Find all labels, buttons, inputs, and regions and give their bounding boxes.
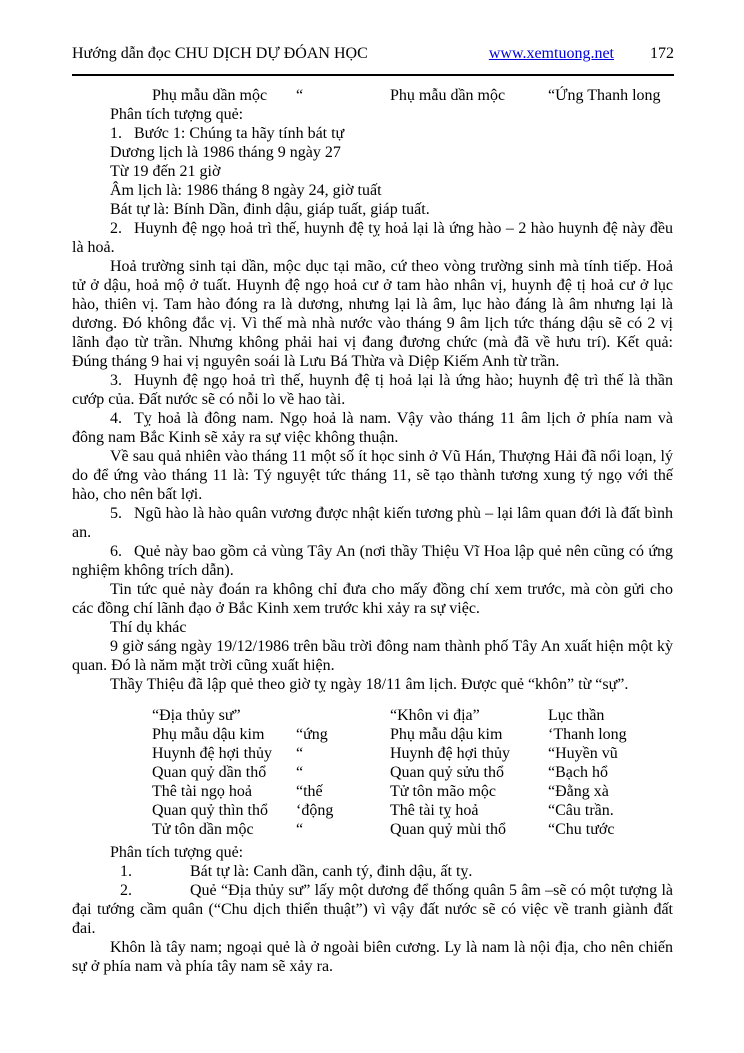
hexagram-cell: “Bạch hổ	[548, 764, 608, 781]
paragraph: Dương lịch là 1986 tháng 9 ngày 27	[110, 144, 341, 161]
hexagram-cell: Phụ mẫu dần mộc	[152, 87, 268, 104]
hexagram-cell: “Câu trần.	[548, 802, 614, 819]
hexagram-table-row	[72, 782, 673, 801]
paragraph: 9 giờ sáng ngày 19/12/1986 trên bầu trời đông nam thành phố Tây An xuất hiện một kỳ quan. Đó là năm mặt trời cũng xuất hiện.	[72, 638, 673, 674]
hexagram-cell: “Đằng xà	[548, 783, 609, 800]
item-text: Huynh đệ ngọ hoả trì thế, huynh đệ tỵ hoả lại là ứng hào – 2 hào huynh đệ này đều là hoả.	[72, 220, 673, 256]
paragraph: Hoả trường sinh tại dần, mộc dục tại mão, cứ theo vòng trường sinh mà tính tiếp. Hoả tử ở dậu, hoả mộ ở tuất. Huynh đệ ngọ hoả cư ở tam hào nhân vị, huynh đệ tị hoả cư ở lục hào, thiên vị. Tam hào đóng ra là dương, nhưng lại là âm, lục hào đáng là âm nhưng lại là dương. Đó không đắc vị. Vì thế mà nhà nước vào tháng 9 âm lịch tức tháng dậu sẽ có 2 vị lãnh đạo từ trần. Nhưng không phải hai vị đang đương chức (mà đã về hưu trí). Kết quả: Đúng tháng 9 hai vị nguyên soái là Lưu Bá Thừa và Diệp Kiếm Anh từ trần.	[72, 258, 673, 370]
numbered-item	[72, 409, 673, 447]
hexagram-name-cell: “Khôn vi địa”	[390, 707, 480, 724]
item-text: Quẻ này bao gồm cả vùng Tây An (nơi thầy Thiệu Vĩ Hoa lập quẻ nên cũng có ứng nghiệm không trích dẫn).	[72, 543, 673, 579]
header-title: Hướng dẫn đọc CHU DỊCH DỰ ĐÓAN HỌC	[72, 45, 368, 62]
hexagram-cell: Quan quỷ sửu thổ	[390, 764, 504, 781]
page-header	[72, 44, 674, 63]
paragraph: Âm lịch là: 1986 tháng 8 ngày 24, giờ tuất	[110, 182, 382, 199]
hexagram-cell: Phụ mẫu dần mộc	[390, 87, 506, 104]
hexagram-cell: “	[296, 821, 304, 838]
luc-than-header-cell: Lục thần	[548, 707, 605, 724]
item-number: 2.	[110, 220, 122, 237]
item-number: 3.	[110, 372, 122, 389]
item-number: 5.	[110, 505, 122, 522]
hexagram-cell: “	[296, 764, 304, 781]
item-text: Huynh đệ ngọ hoả trì thế, huynh đệ tị hoả lại là ứng hào; huynh đệ trì thế là thần cướp của. Đất nước sẽ có nỗi lo về hao tài.	[72, 372, 673, 408]
hexagram-cell: Quan quỷ mùi thổ	[390, 821, 506, 838]
page-content	[72, 86, 673, 976]
hexagram-cell: Phụ mẫu dậu kim	[390, 726, 503, 743]
hexagram-cell: Thê tài ngọ hoả	[152, 783, 252, 800]
hexagram-cell: Phụ mẫu dậu kim	[152, 726, 265, 743]
numbered-item	[72, 371, 673, 409]
item-text: Bát tự là: Canh dần, canh tý, đinh dậu, ất tỵ.	[190, 863, 473, 880]
hexagram-table-row	[72, 801, 673, 820]
paragraph: Tin tức quẻ này đoán ra không chỉ đưa cho mấy đồng chí xem trước, mà còn gửi cho các đồng chí lãnh đạo ở Bắc Kinh xem trước khi xảy ra sự việc.	[72, 581, 673, 617]
hexagram-cell: “	[296, 87, 304, 104]
header-divider	[72, 74, 674, 76]
page-number: 172	[650, 45, 674, 62]
hexagram-cell: Tử tôn mão mộc	[390, 783, 496, 800]
hexagram-cell: Thê tài tỵ hoả	[390, 802, 479, 819]
hexagram-name-cell: “Địa thủy sư”	[152, 707, 241, 724]
item-number: 2.	[120, 882, 132, 899]
numbered-item	[72, 542, 673, 580]
numbered-item	[72, 881, 673, 938]
item-text: Tỵ hoả là đông nam. Ngọ hoả là nam. Vậy vào tháng 11 âm lịch ở phía nam và đông nam Bắc Kinh sẽ xảy ra sự việc không thuận.	[72, 410, 673, 446]
hexagram-table	[72, 706, 673, 839]
hexagram-table-row	[72, 744, 673, 763]
hexagram-cell: “Chu tước	[548, 821, 615, 838]
hexagram-cell: “Huyền vũ	[548, 745, 618, 762]
hexagram-cell: Quan quỷ dần thổ	[152, 764, 267, 781]
section-heading: Phân tích tượng quẻ:	[110, 106, 244, 123]
numbered-item	[72, 504, 673, 542]
hexagram-table-row	[72, 820, 673, 839]
paragraph: Từ 19 đến 21 giờ	[110, 163, 221, 180]
numbered-item	[72, 862, 673, 881]
hexagram-table-row	[72, 725, 673, 744]
item-number: 4.	[110, 410, 122, 427]
paragraph: Thí dụ khác	[110, 619, 187, 636]
paragraph: Thầy Thiệu đã lập quẻ theo giờ tỵ ngày 18/11 âm lịch. Được quẻ “khôn” từ “sự”.	[110, 676, 629, 693]
hexagram-carryover-row	[72, 86, 673, 105]
item-text: Ngũ hào là hào quân vương được nhật kiến tương phù – lại lâm quan đới là đất bình an.	[72, 505, 673, 541]
paragraph: Về sau quả nhiên vào tháng 11 một số ít học sinh ở Vũ Hán, Thượng Hải đã nổi loạn, lý do để ứng vào tháng 11 là: Tý nguyệt tức tháng 11, sẽ tạo thành tương xung tý ngọ với thế hào, cho nên bất lợi.	[72, 448, 673, 503]
hexagram-cell: Huynh đệ hợi thủy	[152, 745, 273, 762]
hexagram-cell: “ứng	[296, 726, 328, 743]
numbered-item	[72, 219, 673, 257]
item-number: 1.	[120, 863, 132, 880]
hexagram-cell: Huynh đệ hợi thủy	[390, 745, 511, 762]
hexagram-cell: “Ứng Thanh long	[548, 87, 661, 104]
paragraph: Khôn là tây nam; ngoại quẻ là ở ngoài biên cương. Ly là nam là nội địa, cho nên chiến sự ở phía nam và phía tây nam sẽ xảy ra.	[72, 939, 673, 975]
paragraph: Bát tự là: Bính Dần, đinh dậu, giáp tuất, giáp tuất.	[110, 201, 430, 218]
item-text: Quẻ “Địa thủy sư” lấy một dương để thống quân 5 âm –sẽ có một tượng là đại tướng cầm quân (“Chu dịch thiển thuật”) vì vậy đất nước sẽ có việc về tranh giành đất đai.	[72, 882, 673, 937]
hexagram-table-row	[72, 763, 673, 782]
hexagram-cell: “	[296, 745, 304, 762]
item-text: Bước 1: Chúng ta hãy tính bát tự	[134, 125, 345, 142]
hexagram-table-header-row	[72, 706, 673, 725]
item-number: 1.	[110, 125, 122, 142]
section-heading: Phân tích tượng quẻ:	[110, 844, 244, 861]
website-link[interactable]: www.xemtuong.net	[488, 45, 614, 62]
hexagram-cell: ‘động	[296, 802, 334, 819]
hexagram-cell: Quan quỷ thìn thổ	[152, 802, 268, 819]
item-number: 6.	[110, 543, 122, 560]
hexagram-cell: “thế	[296, 783, 323, 800]
hexagram-cell: Tử tôn dần mộc	[152, 821, 254, 838]
hexagram-cell: ‘Thanh long	[548, 726, 627, 743]
numbered-item	[72, 124, 673, 143]
